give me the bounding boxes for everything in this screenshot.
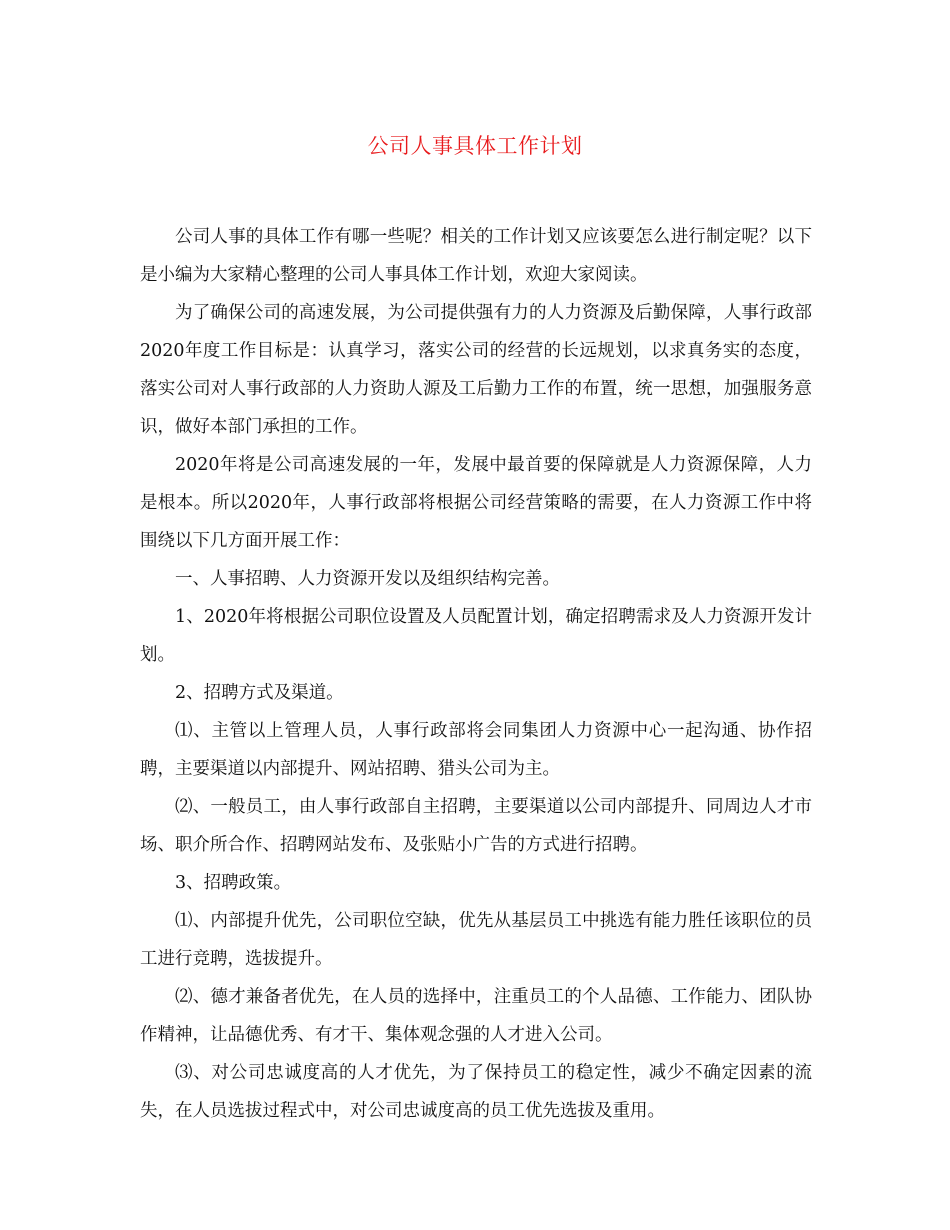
paragraph: 2020年将是公司高速发展的一年，发展中最首要的保障就是人力资源保障，人力是根本。所以2020年，人事行政部将根据公司经营策略的需要，在人力资源工作中将围绕以下几方面开展工作： [140, 455, 812, 551]
list-item: ⑵、德才兼备者优先，在人员的选择中，注重员工的个人品德、工作能力、团队协作精神，让品德优秀、有才干、集体观念强的人才进入公司。 [140, 987, 812, 1045]
subsection-heading: 2、招聘方式及渠道。 [175, 683, 344, 703]
paragraph: 公司人事的具体工作有哪一些呢？相关的工作计划又应该要怎么进行制定呢？以下是小编为大家精心整理的公司人事具体工作计划，欢迎大家阅读。 [140, 227, 812, 285]
list-item: ⑴、主管以上管理人员，人事行政部将会同集团人力资源中心一起沟通、协作招聘，主要渠道以内部提升、网站招聘、猎头公司为主。 [140, 721, 812, 779]
list-item: ⑵、一般员工，由人事行政部自主招聘，主要渠道以公司内部提升、同周边人才市场、职介所合作、招聘网站发布、及张贴小广告的方式进行招聘。 [140, 797, 812, 855]
section-heading: 一、人事招聘、人力资源开发以及组织结构完善。 [175, 569, 560, 589]
document-title: 公司人事具体工作计划 [367, 134, 583, 158]
list-item: ⑶、对公司忠诚度高的人才优先，为了保持员工的稳定性，减少不确定因素的流失，在人员选拔过程式中，对公司忠诚度高的员工优先选拔及重用。 [140, 1063, 812, 1121]
subsection-heading: 3、招聘政策。 [175, 873, 292, 893]
paragraph: 1、2020年将根据公司职位设置及人员配置计划，确定招聘需求及人力资源开发计划。 [140, 607, 812, 665]
document-body [140, 218, 812, 1130]
paragraph: 为了确保公司的高速发展，为公司提供强有力的人力资源及后勤保障，人事行政部2020年度工作目标是：认真学习，落实公司的经营的长远规划，以求真务实的态度，落实公司对人事行政部的人力资助人源及工后勤力工作的布置，统一思想，加强服务意识，做好本部门承担的工作。 [140, 303, 812, 437]
list-item: ⑴、内部提升优先，公司职位空缺，优先从基层员工中挑选有能力胜任该职位的员工进行竞聘，选拔提升。 [140, 911, 812, 969]
